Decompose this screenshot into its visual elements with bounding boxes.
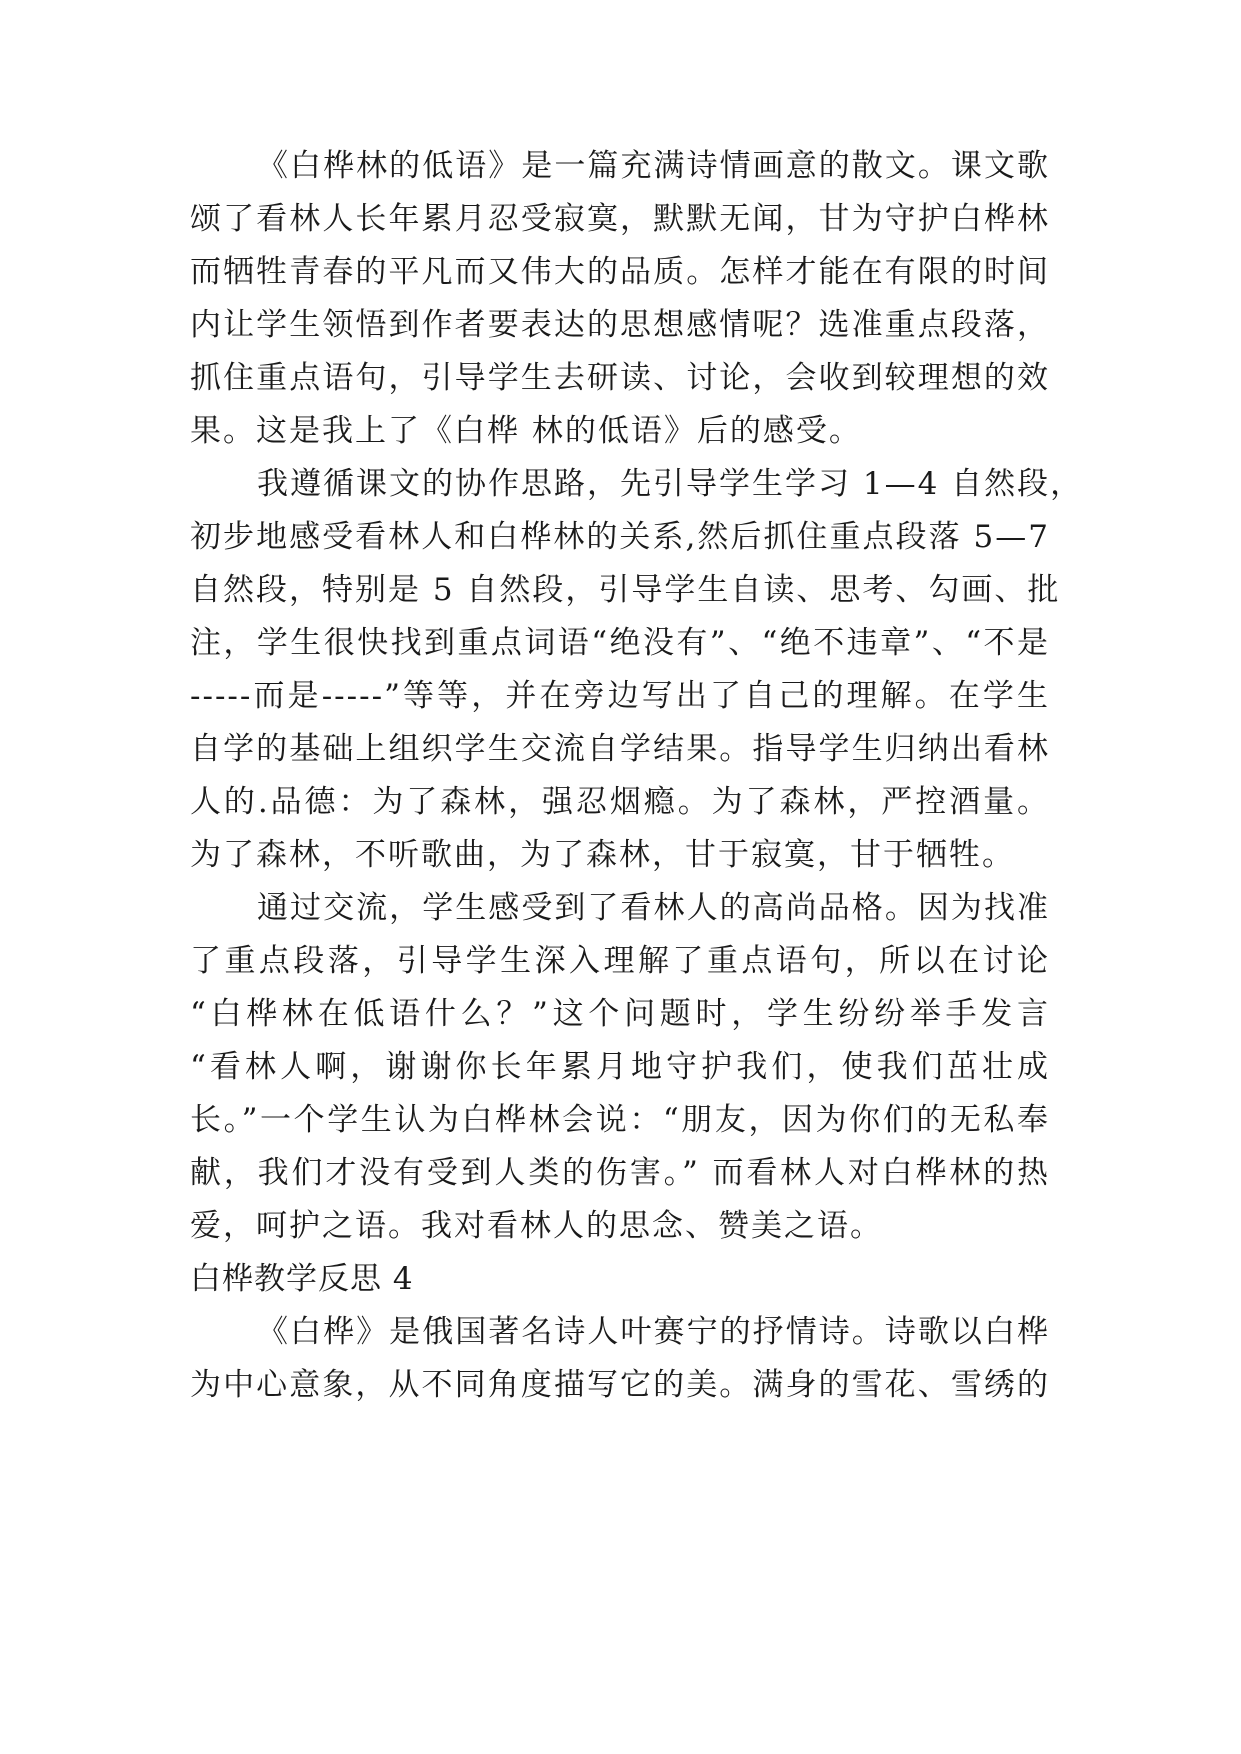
paragraph-2-line-8: 为了森林，不听歌曲，为了森林，甘于寂寞，甘于牺牲。 — [190, 837, 1015, 873]
paragraph-3-line-3: “白桦林在低语什么？”这个问题时，学生纷纷举手发言 — [190, 996, 1050, 1032]
paragraph-4-line-2: 为中心意象，从不同角度描写它的美。满身的雪花、雪绣的 — [190, 1367, 1050, 1403]
paragraph-2-line-4: 注，学生很快找到重点词语“绝没有”、“绝不违章”、“不是 — [190, 625, 1050, 661]
paragraph-3-line-2: 了重点段落，引导学生深入理解了重点语句，所以在讨论 — [190, 943, 1050, 979]
paragraph-2-line-5: -----而是-----”等等，并在旁边写出了自己的理解。在学生 — [190, 678, 1050, 714]
paragraph-1-line-2: 颂了看林人长年累月忍受寂寞，默默无闻，甘为守护白桦林 — [190, 201, 1050, 237]
paragraph-3-line-1: 通过交流，学生感受到了看林人的高尚品格。因为找准 — [257, 890, 1050, 926]
paragraph-4-line-1: 《白桦》是俄国著名诗人叶赛宁的抒情诗。诗歌以白桦 — [257, 1314, 1050, 1350]
paragraph-1-line-1: 《白桦林的低语》是一篇充满诗情画意的散文。课文歌 — [257, 148, 1050, 184]
paragraph-1-line-5: 抓住重点语句，引导学生去研读、讨论，会收到较理想的效 — [190, 360, 1050, 396]
paragraph-2-line-6: 自学的基础上组织学生交流自学结果。指导学生归纳出看林 — [190, 731, 1050, 767]
paragraph-3-line-6: 献，我们才没有受到人类的伤害。” 而看林人对白桦林的热 — [190, 1155, 1050, 1191]
paragraph-2-line-2: 初步地感受看林人和白桦林的关系,然后抓住重点段落 5—7 — [190, 519, 1050, 555]
paragraph-1-line-6: 果。这是我上了《白桦 林的低语》后的感受。 — [190, 413, 862, 449]
paragraph-3-line-4: “看林人啊，谢谢你长年累月地守护我们，使我们茁壮成 — [190, 1049, 1050, 1085]
paragraph-1-line-4: 内让学生领悟到作者要表达的思想感情呢？选准重点段落， — [190, 307, 1050, 343]
paragraph-2-line-1: 我遵循课文的协作思路，先引导学生学习 1—4 自然段， — [257, 466, 1084, 502]
paragraph-3-line-7: 爱，呵护之语。我对看林人的思念、赞美之语。 — [190, 1208, 883, 1244]
paragraph-1-line-3: 而牺牲青春的平凡而又伟大的品质。怎样才能在有限的时间 — [190, 254, 1050, 290]
paragraph-3-line-5: 长。”一个学生认为白桦林会说：“朋友，因为你们的无私奉 — [190, 1102, 1050, 1138]
paragraph-2-line-3: 自然段，特别是 5 自然段，引导学生自读、思考、勾画、批 — [190, 572, 1061, 608]
section-heading: 白桦教学反思 4 — [190, 1261, 414, 1297]
paragraph-2-line-7: 人的.品德：为了森林，强忍烟瘾。为了森林，严控酒量。 — [190, 784, 1050, 820]
